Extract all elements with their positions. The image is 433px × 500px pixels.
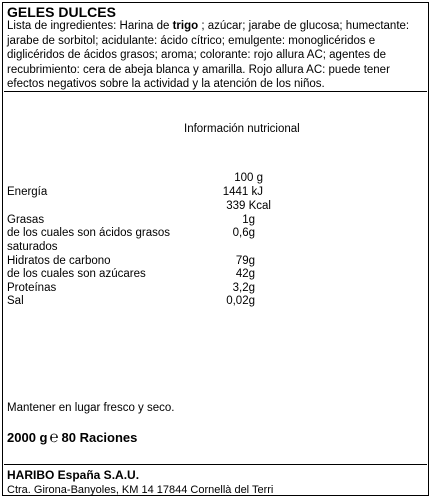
nutrition-value-carbs: 79g [235, 255, 255, 267]
nutrition-label-energy: Energía [7, 186, 48, 198]
nutrition-label-salt: Sal [7, 295, 24, 307]
nutrition-label-sugars: de los cuales son azúcares [7, 268, 146, 280]
nutrition-value-energy-kj: 1441 kJ [222, 186, 263, 198]
nutrition-value-salt: 0,02g [226, 295, 255, 307]
manufacturer-address: Ctra. Girona-Banyoles, KM 14 17844 Cornellà del Terri [7, 484, 274, 496]
nutrition-label-protein: Proteínas [7, 282, 57, 294]
ingredients-intro: Lista de ingredientes: Harina de [7, 20, 173, 32]
nutrition-heading: Información nutricional [184, 123, 300, 135]
servings-count: 80 Raciones [61, 430, 138, 445]
product-title: GELES DULCES [7, 4, 116, 20]
ingredients-text [7, 19, 423, 92]
net-weight: 2000 g [7, 430, 48, 445]
nutrition-label-saturates: de los cuales son ácidos grasos [7, 227, 171, 239]
storage-instructions: Mantener en lugar fresco y seco. [7, 402, 175, 414]
divider-bottom [4, 464, 427, 465]
nutrition-value-energy-kcal: 339 Kcal [226, 200, 271, 212]
nutrition-value-protein: 3,2g [232, 282, 255, 294]
net-quantity [7, 429, 137, 446]
ingredients-rest: ; azúcar; jarabe de glucosa; humectante: jarabe de sorbitol; acidulante: ácido cítrico; emulgente: monoglicéridos e diglicéridos de ácidos grasos; aroma; colorante: rojo allura AC; agentes de recubrimiento: cera de abeja blanca y amarilla. Rojo allura AC: puede tener efectos negativos sobre la actividad y la atención de los niños. [7, 20, 410, 91]
nutrition-label-saturates-cont: saturados [7, 241, 58, 253]
estimated-sign-icon: ℮ [49, 428, 59, 447]
divider-top [4, 91, 427, 92]
nutrition-label-carbs: Hidratos de carbono [7, 255, 111, 267]
nutrition-label-fat: Grasas [7, 214, 45, 226]
nutrition-value-fat: 1g [242, 214, 255, 226]
nutrition-value-saturates: 0,6g [232, 227, 255, 239]
nutrition-value-sugars: 42g [235, 268, 255, 280]
nutrition-per-100g: 100 g [234, 172, 263, 184]
manufacturer-name: HARIBO España S.A.U. [7, 468, 140, 482]
allergen-word: trigo [172, 20, 199, 32]
